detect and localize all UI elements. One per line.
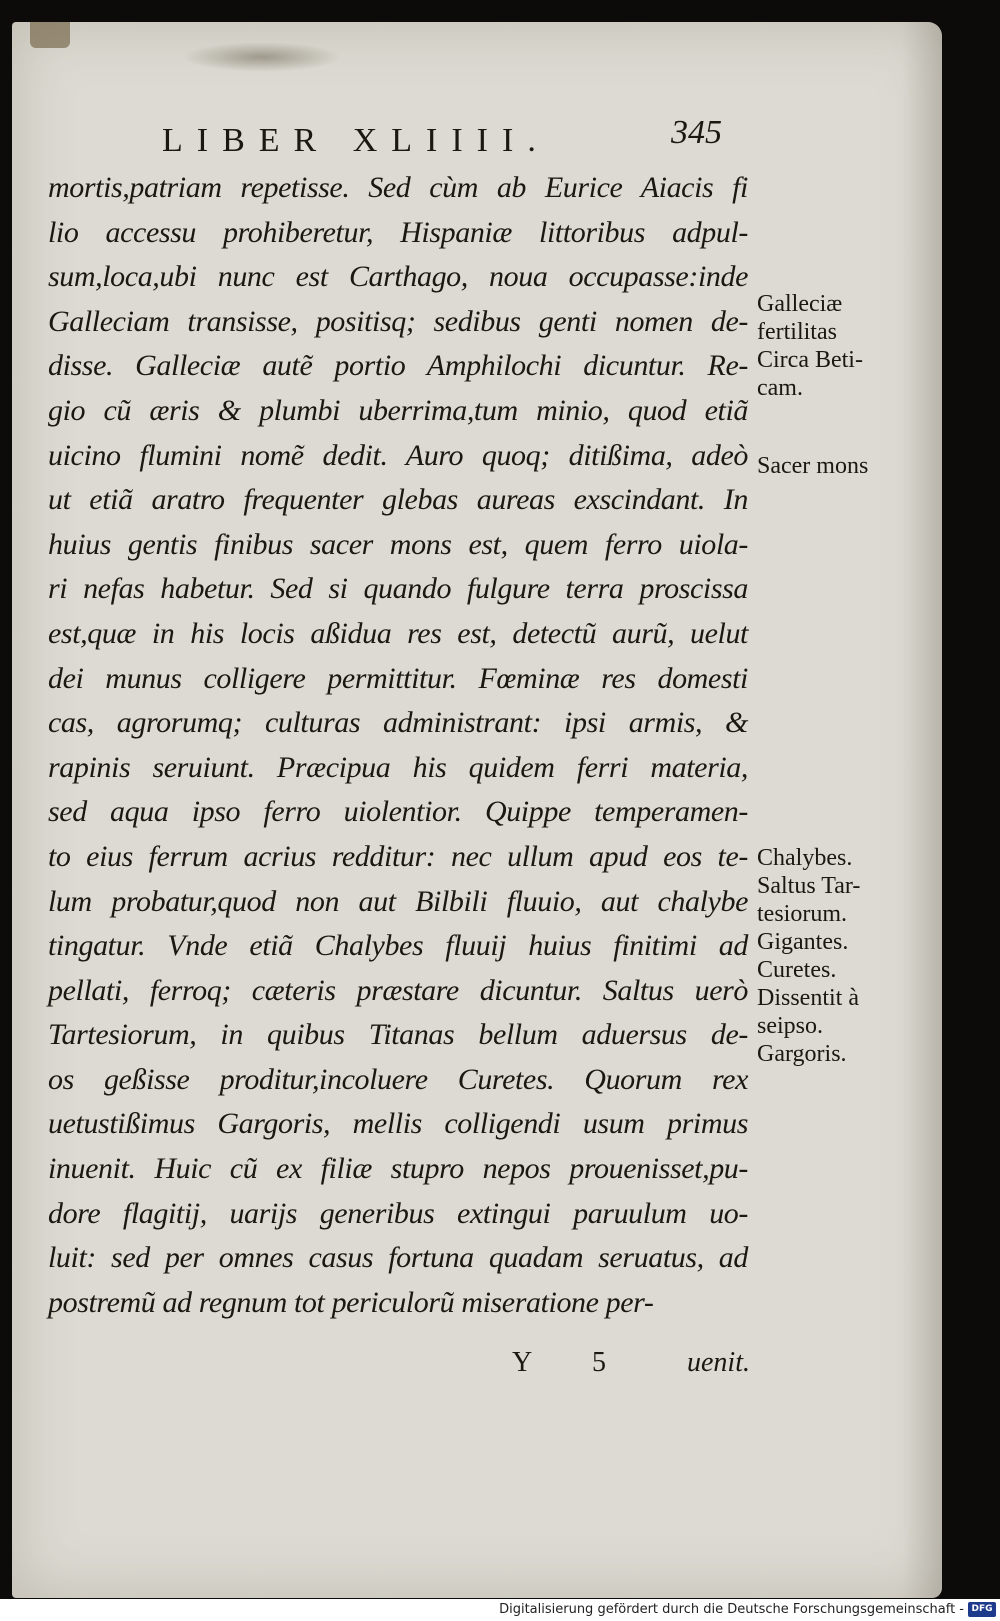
margin-note-line: fertilitas xyxy=(757,319,837,345)
text-line: est,quæ in his locis aßidua res est, detectũ aurũ, uelut xyxy=(48,616,748,650)
margin-note xyxy=(757,872,860,928)
text-line: ri nefas habetur. Sed si quando fulgure terra proscissa xyxy=(48,572,748,606)
text-line: mortis,patriam repetisse. Sed cùm ab Eurice Aiacis fi xyxy=(48,171,748,204)
text-line: Galleciam transisse, positisq; sedibus genti nomen de- xyxy=(48,304,748,338)
book-page xyxy=(12,22,942,1598)
signature-number: 5 xyxy=(592,1347,606,1378)
text-line: lum probatur,quod non aut Bilbili fluuio, aut chalybe xyxy=(48,884,748,918)
margin-note-line: Circa Beti- xyxy=(757,347,863,373)
margin-note-line: Saltus Tar- xyxy=(757,873,861,899)
catchline xyxy=(12,1347,1000,1391)
text-line: rapinis seruiunt. Præcipua his quidem ferri materia, xyxy=(48,750,748,784)
text-line: os geßisse proditur,incoluere Curetes. Quorum rex xyxy=(48,1062,748,1096)
text-line: postremũ ad regnum tot periculorũ miseratione per- xyxy=(48,1285,654,1319)
margin-note-line: Gargoris. xyxy=(757,1041,847,1067)
margin-note-line: tesiorum. xyxy=(757,901,847,927)
margin-note-line: Chalybes. xyxy=(757,845,853,871)
text-line: sed aqua ipso ferro uiolentior. Quippe temperamen- xyxy=(48,795,748,829)
footer-credit: Digitalisierung gefördert durch die Deutsche Forschungsgemeinschaft - xyxy=(499,1602,964,1617)
page-corner-tab xyxy=(30,22,70,48)
text-line: gio cũ æris & plumbi uberrima,tum minio, quod etiã xyxy=(48,393,748,427)
text-line: cas, agrorumq; culturas administrant: ipsi armis, & xyxy=(48,706,748,740)
text-line: uetustißimus Gargoris, mellis colligendi usum primus xyxy=(48,1107,748,1141)
text-line: tingatur. Vnde etiã Chalybes fluuij huius finitimi ad xyxy=(48,929,748,963)
margin-note xyxy=(757,452,868,480)
margin-note xyxy=(757,956,836,984)
text-line: Tartesiorum, in quibus Titanas bellum aduersus de- xyxy=(48,1018,748,1052)
text-line: ut etiã aratro frequenter glebas aureas exscindant. In xyxy=(48,483,748,517)
page-header xyxy=(162,114,722,164)
margin-note-line: Gigantes. xyxy=(757,929,849,955)
running-title: LIBER XLIIII. xyxy=(162,122,550,159)
body-text xyxy=(48,166,748,1325)
text-line: lio accessu prohiberetur, Hispaniæ littoribus adpul- xyxy=(48,215,748,249)
text-line: dei munus colligere permittitur. Fœminæ res domesti xyxy=(48,661,748,695)
text-line: sum,loca,ubi nunc est Carthago, noua occupasse:inde xyxy=(48,260,748,294)
margin-note-line: Dissentit à xyxy=(757,985,859,1011)
signature-mark: Y xyxy=(512,1347,533,1378)
text-line: huius gentis finibus sacer mons est, quem ferro uiola- xyxy=(48,527,748,561)
text-line: disse. Galleciæ autẽ portio Amphilochi dicuntur. Re- xyxy=(48,349,748,383)
margin-note xyxy=(757,1040,847,1068)
margin-note xyxy=(757,928,848,956)
margin-note-line: Sacer mons xyxy=(757,453,869,479)
margin-note xyxy=(757,984,859,1040)
digitization-footer xyxy=(0,1599,1000,1621)
page-number: 345 xyxy=(671,114,722,151)
page-stain xyxy=(182,42,342,72)
margin-note-line: Curetes. xyxy=(757,957,837,983)
margin-note xyxy=(757,290,863,402)
margin-note-line: cam. xyxy=(757,375,803,401)
text-line: to eius ferrum acrius redditur: nec ullum apud eos te- xyxy=(48,839,748,873)
margin-note xyxy=(757,844,852,872)
text-line: dore flagitij, uarijs generibus extingui paruulum uo- xyxy=(48,1196,748,1230)
dfg-logo: DFG xyxy=(968,1602,996,1617)
text-line: uicino flumini nomẽ dedit. Auro quoq; ditißima, adeò xyxy=(48,438,748,472)
margin-note-line: seipso. xyxy=(757,1013,823,1039)
text-line: inuenit. Huic cũ ex filiæ stupro nepos prouenisset,pu- xyxy=(48,1152,748,1186)
margin-note-line: Galleciæ xyxy=(757,291,843,317)
catchword: uenit. xyxy=(687,1347,750,1378)
text-line: pellati, ferroq; cæteris præstare dicuntur. Saltus uerò xyxy=(48,973,748,1007)
margin-notes xyxy=(757,22,937,1322)
text-line: luit: sed per omnes casus fortuna quadam seruatus, ad xyxy=(48,1241,748,1275)
